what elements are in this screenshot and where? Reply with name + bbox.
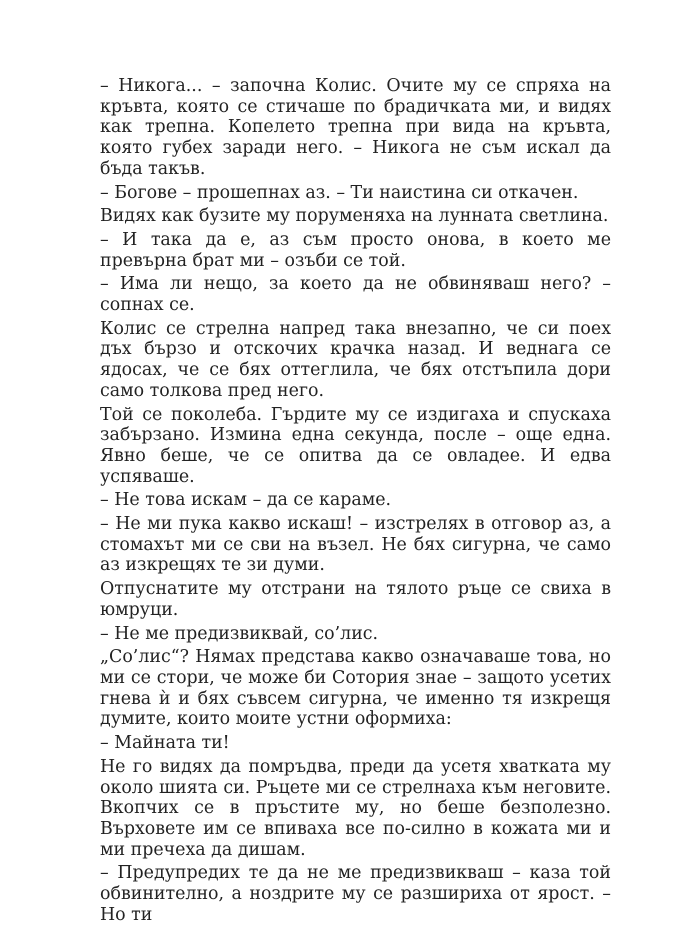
paragraph: Колис се стрелна напред така внезапно, че си поех дъх бързо и отскочих крачка назад. И веднага се ядосах, че се бях оттеглила, че бях отстъпила дори само толкова пред него. [100, 318, 611, 401]
paragraph: „Со’лис“? Нямах представа какво означаваше това, но ми се стори, че може би Сотория знае – защото усетих гнева ѝ и бях съвсем сигурна, че именно тя изкрещя думите, които моите устни оформиха: [100, 647, 611, 730]
paragraph: – Майната ти! [100, 733, 230, 754]
paragraph: Отпуснатите му отстрани на тялото ръце се свиха в юмруци. [100, 579, 611, 620]
paragraph: Видях как бузите му порумeняха на лунната светлина. [100, 206, 609, 227]
paragraph: Не го видях да помръдва, преди да усетя хватката му около шията си. Ръцете ми се стрелнаха към неговите. Вкопчих се в пръстите му, но беше безполезно. Върховете им се впиваха все по-силно в кожата ми и ми пречеха да дишам. [100, 756, 611, 860]
page-text [100, 76, 611, 928]
paragraph: – Богове – прошепнах аз. – Ти наистина си откачен. [100, 182, 579, 203]
paragraph: – Предупредих те да не ме предизвикваш – каза той обвинително, а ноздрите му се разшириха от ярост. – Но ти [100, 863, 611, 925]
paragraph: – Не ме предизвиквай, со’лис. [100, 623, 379, 644]
paragraph: – Никога... – започна Колис. Очите му се спряха на кръвта, която се стичаше по брадичката ми, и видях как трепна. Копелето трепна при вида на кръвта, която губех заради него. – Никога не съм искал да бъда такъв. [100, 76, 611, 179]
paragraph: Той се поколеба. Гърдите му се издигаха и спускаха забързано. Измина една секунда, после – още една. Явно беше, че се опитва да се овладее. И едва успяваше. [100, 404, 611, 487]
paragraph: – Не това искам – да се караме. [100, 490, 392, 511]
paragraph: – И така да е, аз съм просто онова, в което ме превърна брат ми – озъби се той. [100, 229, 611, 271]
paragraph: – Не ми пука какво искаш! – изстрелях в отговор аз, а стомахът ми се сви на възел. Не бях сигурна, че само аз изкрещях те зи думи. [100, 514, 611, 576]
paragraph: – Има ли нещо, за което да не обвиняваш него? – сопнах се. [100, 274, 611, 316]
